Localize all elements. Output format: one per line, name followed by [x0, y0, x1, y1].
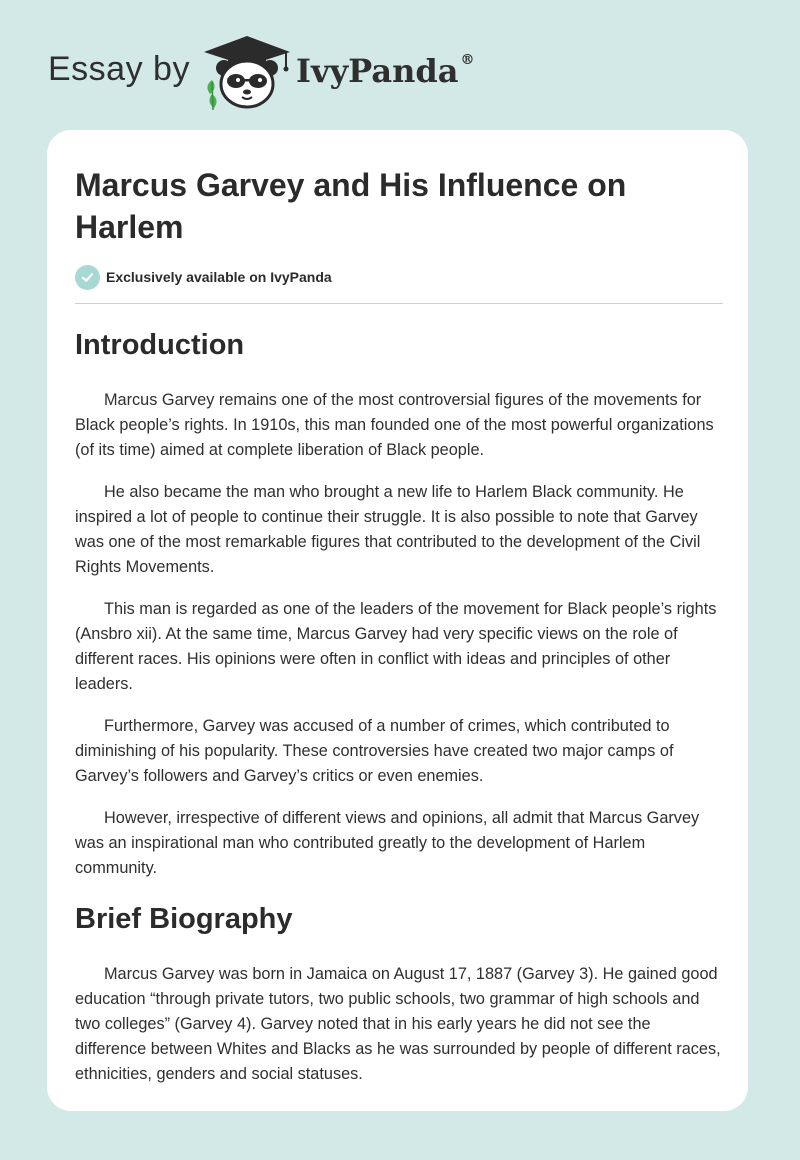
- exclusive-badge: [75, 264, 332, 290]
- paragraph: Furthermore, Garvey was accused of a number of crimes, which contributed to diminishing of his popularity. These controversies have created two major camps of Garvey’s followers and Garvey’s critics or even enemies.: [75, 717, 674, 785]
- section-heading-introduction: Introduction: [75, 329, 245, 361]
- site-header: [0, 0, 800, 130]
- check-circle-icon: [75, 265, 100, 290]
- paragraph: This man is regarded as one of the leaders of the movement for Black people’s rights (Ansbro xii). At the same time, Marcus Garvey had very specific views on the role of different races. His opinions were often in conflict with ideas and principles of other leaders.: [75, 600, 717, 693]
- panda-graduate-logo-icon[interactable]: [200, 34, 294, 110]
- essay-by-label: Essay by: [48, 50, 190, 88]
- essay-content: [75, 324, 725, 1104]
- paragraph: Marcus Garvey remains one of the most controversial figures of the movements for Black people’s rights. In 1910s, this man founded one of the most powerful organizations (of its time) aimed at complete liberation of Black people.: [75, 391, 714, 459]
- exclusive-label: Exclusively available on IvyPanda: [106, 269, 332, 285]
- page-title: Marcus Garvey and His Influence on Harlem: [75, 167, 627, 245]
- paragraph: He also became the man who brought a new life to Harlem Black community. He inspired a lot of people to continue their struggle. It is also possible to note that Garvey was one of the most remarkable figures that contributed to the development of the Civil Rights Movements.: [75, 483, 701, 576]
- section-heading-brief-biography: Brief Biography: [75, 903, 293, 935]
- registered-mark: ®: [460, 52, 475, 69]
- paragraph: Marcus Garvey was born in Jamaica on August 17, 1887 (Garvey 3). He gained good education “through private tutors, two public schools, two grammar of high schools and two colleges” (Garvey 4). Garvey noted that in his early years he did not see the difference between Whites and Blacks as he was surrounded by people of different races, ethnicities, genders and social statuses.: [75, 965, 721, 1083]
- essay-card: [47, 130, 748, 1111]
- brand-name-text: IvyPanda: [296, 52, 459, 90]
- ivypanda-brand-name[interactable]: [296, 52, 474, 90]
- paragraph: However, irrespective of different views and opinions, all admit that Marcus Garvey was an inspirational man who contributed greatly to the development of Harlem community.: [75, 809, 700, 877]
- divider: [75, 303, 723, 304]
